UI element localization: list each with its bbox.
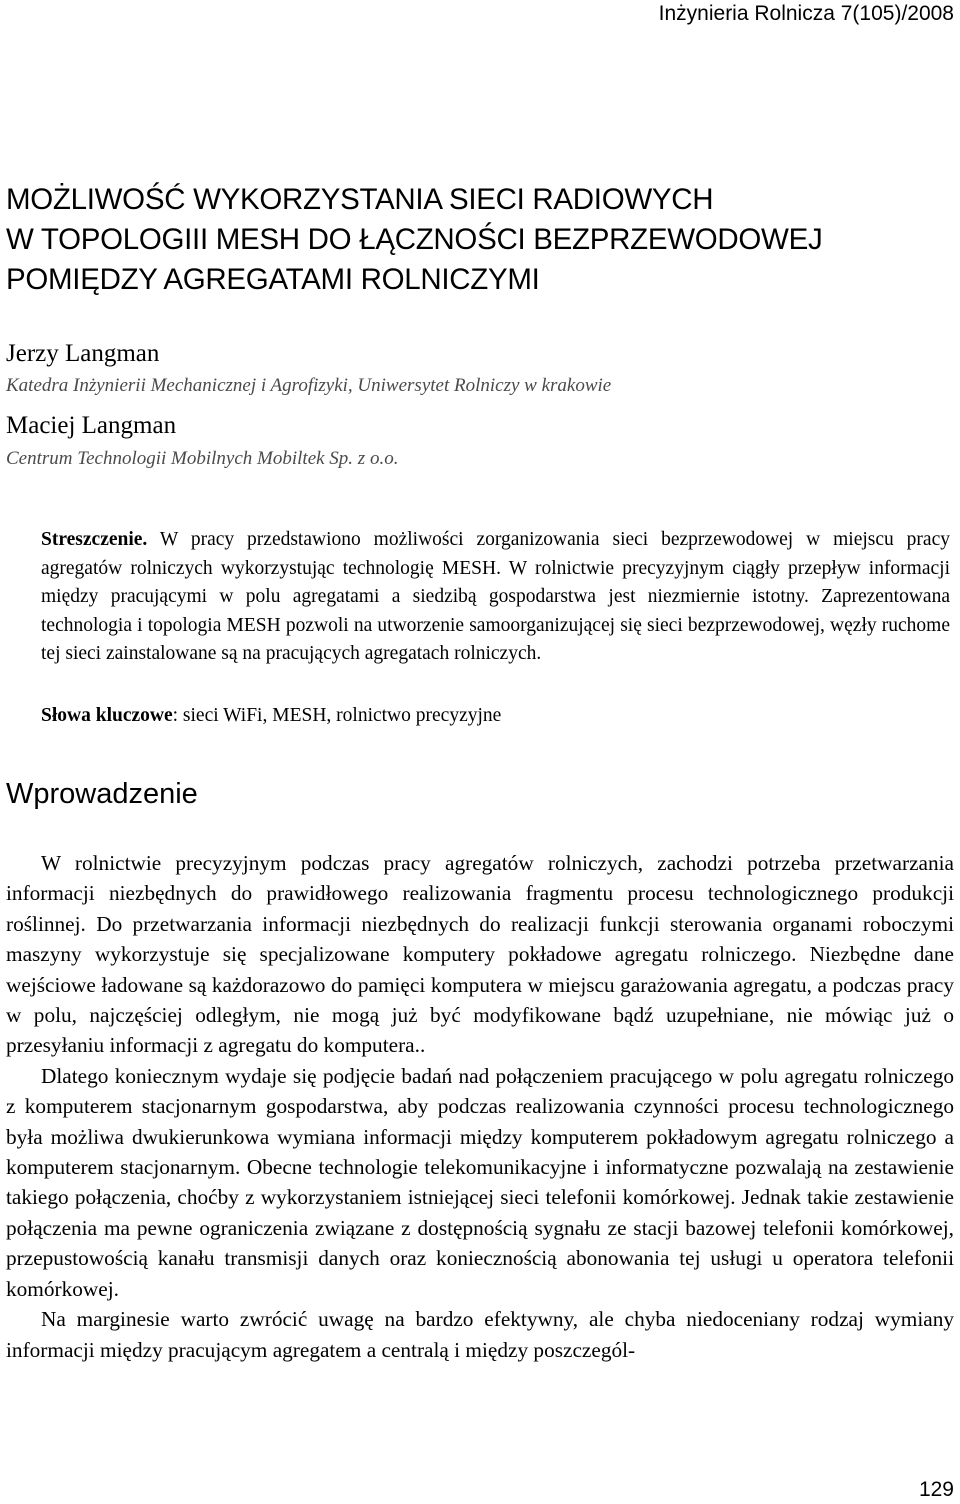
body-paragraph: W rolnictwie precyzyjnym podczas pracy agregatów rolniczych, zachodzi potrzeba przetwarzania informacji niezbędnych do prawidłowego realizowania fragmentu procesu technologicznego produkcji roślinnej. Do przetwarzania informacji niezbędnych do realizacji funkcji sterowania organami roboczymi maszyny wykorzystuje się specjalizowane komputery pokładowe agregatu rolniczego. Niezbędne dane wejściowe ładowane są każdorazowo do pamięci komputera w miejscu garażowania agregatu, a podczas pracy w polu, najczęściej odległym, nie mogą już być modyfikowane bądź uzupełniane, nie mówiąc już o przesyłaniu informacji z agregatu do komputera.. [6,851,954,1058]
paper-title [6,180,822,300]
abstract-label: Streszczenie. [41,529,148,550]
keywords-label: Słowa kluczowe [41,705,173,726]
title-line: POMIĘDZY AGREGATAMI ROLNICZYMI [6,263,540,296]
body-paragraph: Na marginesie warto zwrócić uwagę na bardzo efektywny, ale chyba niedoceniany rodzaj wymiany informacji między pracującym agregatem a centralą i między poszczegól- [6,1307,954,1362]
section-heading: Wprowadzenie [6,778,198,810]
body-text [6,848,954,1365]
keywords-text: : sieci WiFi, MESH, rolnictwo precyzyjne [172,705,502,726]
abstract [41,526,950,669]
body-paragraph: Dlatego koniecznym wydaje się podjęcie badań nad połączeniem pracującego w polu agregatu rolniczego z komputerem stacjonarnym gospodarstwa, aby podczas realizowania czynności procesu technologicznego była możliwa dwukierunkowa wymiana informacji między komputerem pokładowym agregatu rolniczego a komputerem stacjonarnym. Obecne technologie telekomunikacyjne i informatyczne pozwalają na zestawienie takiego połączenia, choćby z wykorzystaniem istniejącej sieci telefonii komórkowej. Jednak takie zestawienie połączenia ma pewne ograniczenia związane z dostępnością sygnału ze stacji bazowej telefonii komórkowej, przepustowością kanału transmisji danych oraz koniecznością abonowania tej usługi u operatora telefonii komórkowej. [6,1063,954,1301]
title-line: MOŻLIWOŚĆ WYKORZYSTANIA SIECI RADIOWYCH [6,183,714,216]
author-affiliation: Centrum Technologii Mobilnych Mobiltek Sp. z o.o. [6,448,399,469]
journal-header: Inżynieria Rolnicza 7(105)/2008 [658,2,954,25]
title-line: W TOPOLOGIII MESH DO ŁĄCZNOŚCI BEZPRZEWODOWEJ [6,223,823,256]
abstract-text: W pracy przedstawiono możliwości zorganizowania sieci bezprzewodowej w miejscu pracy agregatów rolniczych wykorzystując technologię MESH. W rolnictwie precyzyjnym ciągły przepływ informacji między pracującymi w polu agregatami a siedzibą gospodarstwa jest niezmiernie istotny. Zaprezentowana technologia i topologia MESH pozwoli na utworzenie samoorganizującej się sieci bezprzewodowej, węzły ruchome tej sieci zainstalowane są na pracujących agregatach rolniczych. [41,529,950,664]
author-name: Maciej Langman [6,412,177,439]
author-affiliation: Katedra Inżynierii Mechanicznej i Agrofizyki, Uniwersytet Rolniczy w krakowie [6,375,612,396]
page-number: 129 [918,1478,954,1501]
author-name: Jerzy Langman [6,340,160,367]
keywords [41,705,950,727]
